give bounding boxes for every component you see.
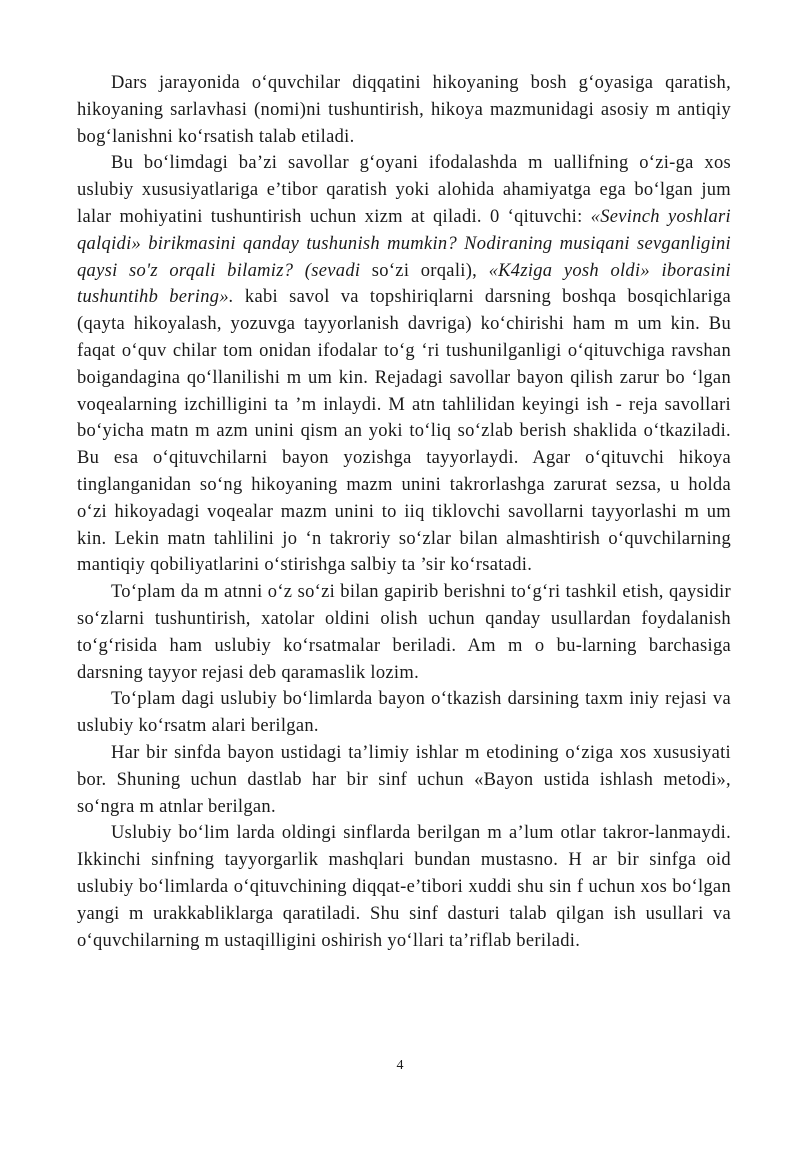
paragraph-2-italic-b: «K4ziga yosh oldi» iborasini tushuntihb bering». [77, 260, 731, 308]
paragraph-2-text-a: Bu bo‘limdagi ba’zi savollar g‘oyani ifodalashda m uallifning o‘zi-ga xos uslubiy xususiyatlariga e’tibor qaratish yoki alohida ahamiyatga ega bo‘lgan jum lalar mohiyatini tushuntirish uchun xizm at qiladi. 0 ‘qituvchi: [77, 153, 731, 227]
paragraph-1: Dars jarayonida o‘quvchilar diqqatini hikoyaning bosh g‘oyasiga qaratish, hikoyaning sarlavhasi (nomi)ni tushuntirish, hikoya mazmunidagi asosiy m antiqiy bog‘lanishni ko‘rsatish talab etiladi. [77, 73, 731, 147]
paragraph-4: To‘plam dagi uslubiy bo‘limlarda bayon o‘tkazish darsining taxm iniy rejasi va uslubiy ko‘rsatm alari berilgan. [77, 689, 731, 737]
paragraph-6: Uslubiy bo‘lim larda oldingi sinflarda berilgan m a’lum otlar takror-lanmaydi. Ikkinchi sinfning tayyorgarlik mashqlari bundan mustasno. H ar bir sinfga oid uslubiy bo‘limlarda o‘qituvchining diqqat-e’tibori xuddi shu sin f uchun xos bo‘lgan yangi m urakkabliklarga qaratiladi. Shu sinf dasturi talab qilgan ish usullari va o‘quvchilarning m ustaqilligini oshirish yo‘llari ta’riflab beriladi. [77, 823, 731, 951]
paragraph-2-text-b: so‘zi orqali), [360, 260, 489, 281]
paragraph-3: To‘plam da m atnni o‘z so‘zi bilan gapirib berishni to‘g‘ri tashkil etish, qaysidir so‘zlarni tushuntirish, xatolar oldini olish uchun qanday usullardan foydalanish to‘g‘risida ham uslubiy ko‘rsatmalar beriladi. Am m o bu-larning barchasiga darsning tayyor rejasi deb qaramaslik lozim. [77, 582, 731, 683]
paragraph-2-italic-a: «Sevinch yoshlari qalqidi» birikmasini qanday tushunish mumkin? Nodiraning musiqani sevganligini qaysi so'z orqali bilamiz? (sevadi [77, 206, 731, 281]
paragraph-5: Har bir sinfda bayon ustidagi ta’limiy ishlar m etodining o‘ziga xos xususiyati bor. Shuning uchun dastlab har bir sinf uchun «Bayon ustida ishlash metodi», so‘ngra m atnlar berilgan. [77, 742, 731, 817]
paragraph-2 [77, 150, 731, 579]
page-number: 4 [396, 1058, 404, 1073]
paragraph-2-text-c: kabi savol va topshiriqlarni darsning boshqa bosqichlariga (qayta hikoyalash, yozuvga tayyorlanish davriga) ko‘chirishi ham m um kin. Bu faqat o‘quv chilar tom onidan ifodalar to‘g ‘ri tushunilganligi o‘qituvchiga ravshan boigandagina qo‘llanilishi m um kin. Rejadagi savollar bayon qilish zarur bo ‘lgan voqealarning izchilligini ta ’m inlaydi. M atn tahlilidan keyingi ish - reja savollari bo‘yicha matn m azm unini qism an yoki to‘liq so‘zlab berish shaklida o‘tkaziladi. Bu esa o‘qituvchilarni bayon yozishga tayyorlaydi. Agar o‘qituvchi hikoya tinglanganidan so‘ng hikoyaning mazm unini takrorlashga zarurat sezsa, u holda o‘zi hikoyadagi voqealar mazm unini to iiq tiklovchi savollarni tayyorlashi m um kin. Lekin matn tahlilini jo ‘n takroriy so‘zlar bilan almashtirish o‘quvchilarning mantiqiy qobiliyatlarini o‘stirishga salbiy ta ’sir ko‘rsatadi. [77, 287, 732, 576]
page-body [77, 70, 731, 954]
